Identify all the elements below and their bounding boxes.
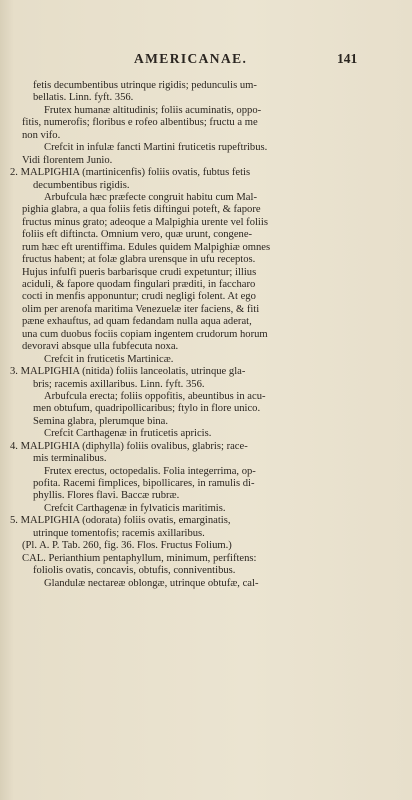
text-line: Crefcit in fruticetis Martinicæ. <box>44 353 174 365</box>
text-line: 5. MALPIGHIA (odorata) foliis ovatis, emarginatis, <box>10 515 231 527</box>
text-line: mis terminalibus. <box>33 453 107 465</box>
text-line: 2. MALPIGHIA (martinicenfis) foliis ovatis, fubtus fetis <box>10 167 251 179</box>
text-line: Glandulæ nectareæ oblongæ, utrinque obtufæ, cal- <box>44 577 259 589</box>
text-line: devoravi absque ulla fubfecuta noxa. <box>22 341 179 353</box>
text-line: bris; racemis axillaribus. Linn. fyft. 356. <box>33 378 205 390</box>
text-line: fructus minus grato; adeoque a Malpighia urente vel foliis <box>22 216 268 228</box>
text-line: 4. MALPIGHIA (diphylla) foliis ovalibus, glabris; race- <box>10 440 248 452</box>
text-line: Crefcit in infulæ fancti Martini fruticetis rupeftribus. <box>44 142 268 154</box>
text-line: fetis decumbentibus utrinque rigidis; pedunculis um- <box>33 80 257 91</box>
text-line: aciduli, & fapore quodam fingulari præditi, in faccharo <box>22 279 256 290</box>
text-line: bellatis. Linn. fyft. 356. <box>33 92 134 104</box>
text-line: decumbentibus rigidis. <box>33 179 130 191</box>
text-line: (Pl. A. P. Tab. 260, fig. 36. Flos. Fructus Folium.) <box>22 540 232 552</box>
text-line: rum hæc eft urentiffima. Edules quidem Malpighiæ omnes <box>22 241 271 253</box>
text-line: utrinque tomentofis; racemis axillaribus. <box>33 527 205 539</box>
page-number: 141 <box>337 51 358 66</box>
text-line: fitis, numerofis; floribus e rofeo albentibus; fructu a me <box>22 117 258 129</box>
text-line: non vifo. <box>22 129 61 141</box>
text-line: phyllis. Flores flavi. Baccæ rubræ. <box>33 490 180 502</box>
text-line: pighia glabra, a qua foliis fetis diftingui poteft, & fapore <box>22 204 261 216</box>
running-title: AMERICANAE. <box>134 51 248 66</box>
text-line: Frutex humanæ altitudinis; foliis acuminatis, oppo- <box>44 104 262 116</box>
text-line: pofita. Racemi fimplices, bipollicares, in ramulis di- <box>33 478 255 489</box>
text-line: fructus habent; at folæ glabra urensque in ufu receptos. <box>22 254 256 266</box>
page-text <box>10 80 394 590</box>
text-line: Crefcit Carthagenæ in fylvaticis maritimis. <box>44 502 226 514</box>
text-line: CAL. Perianthium pentaphyllum, minimum, perfiftens: <box>22 552 257 564</box>
text-line: una cum duobus fociis copiam ingentem crudorum horum <box>22 328 268 340</box>
text-line: olim per arenofa maritima Venezuelæ iter faciens, & fiti <box>22 303 260 315</box>
text-line: Frutex erectus, octopedalis. Folia integerrima, op- <box>44 465 256 477</box>
text-line: foliolis ovatis, concavis, obtufis, conniventibus. <box>33 565 236 577</box>
text-line: 3. MALPIGHIA (nitida) foliis lanceolatis, utrinque gla- <box>10 366 246 378</box>
text-line: Hujus infulfi pueris barbarisque crudi expetuntur; illius <box>22 266 257 278</box>
text-line: Arbufcula erecta; foliis oppofitis, abeuntibus in acu- <box>44 390 266 402</box>
text-line: Semina glabra, plerumque bina. <box>33 415 169 427</box>
text-line: foliis eft diftincta. Omnium vero, quæ urunt, congene- <box>22 229 253 241</box>
text-line: Arbufcula hæc præfecte congruit habitu cum Mal- <box>44 191 257 203</box>
text-line: Crefcit Carthagenæ in fruticetis apricis. <box>44 428 212 440</box>
running-header <box>0 52 412 66</box>
text-line: cocti in menfis apponuntur; crudi negligi folent. At ego <box>22 291 256 303</box>
text-line: Vidi florentem Junio. <box>22 154 113 166</box>
text-line: men obtufum, quadripollicaribus; ftylo in flore unico. <box>33 403 261 415</box>
text-line: pæne exhauftus, ad quam fedandam nulla aqua aderat, <box>22 316 252 328</box>
